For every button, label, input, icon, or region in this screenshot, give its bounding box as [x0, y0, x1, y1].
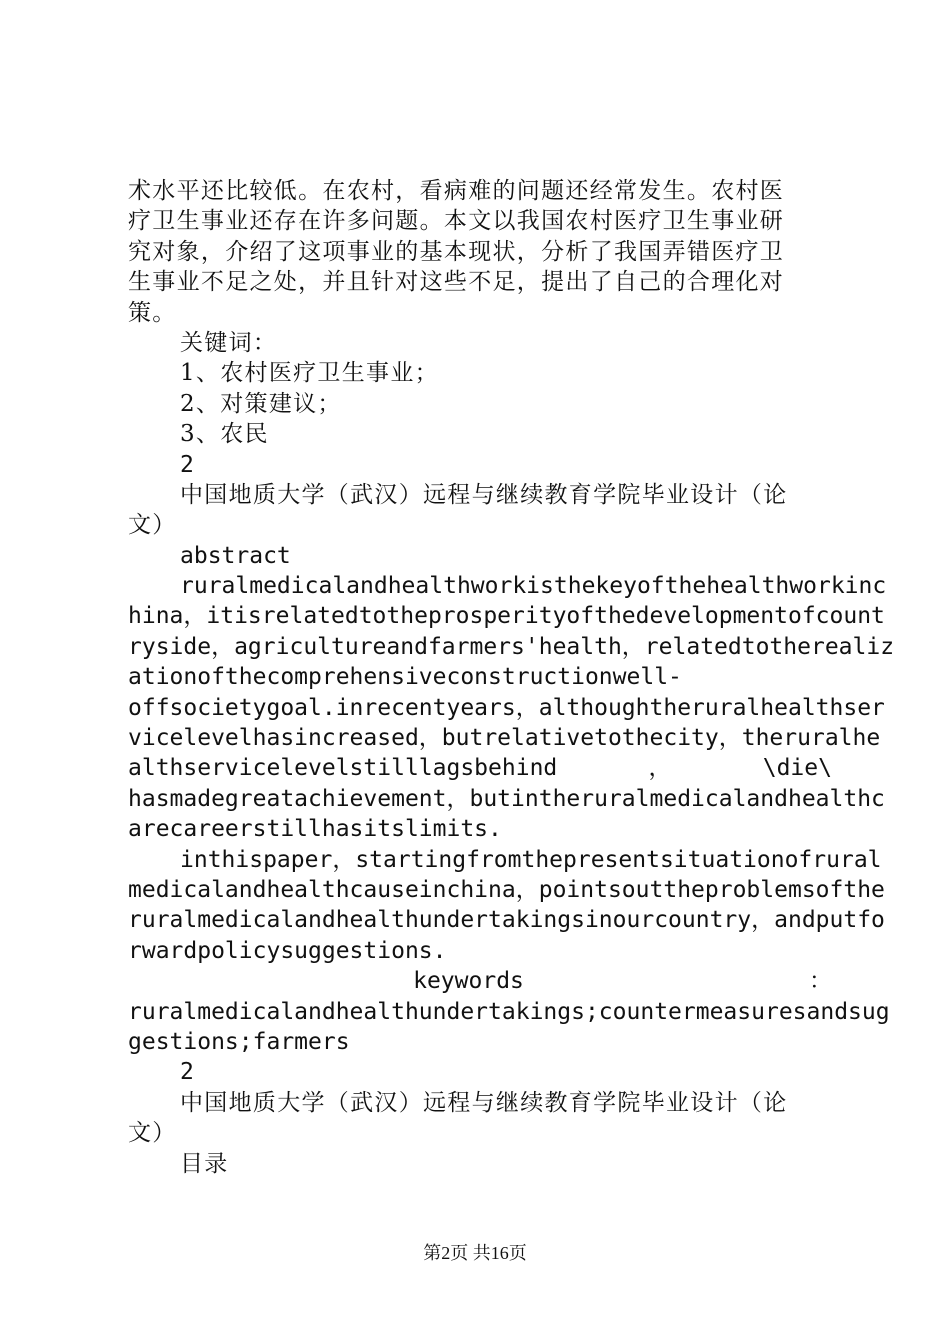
- text-line: 3、农民: [180, 421, 269, 448]
- text-line: abstract: [180, 542, 291, 569]
- text-line: gestions;farmers: [128, 1028, 350, 1055]
- text-line: [128, 966, 832, 996]
- text-line: 2、对策建议；: [180, 390, 342, 417]
- text-line: vicelevelhasincreased，butrelativetothecity，theruralhe: [128, 725, 881, 752]
- text-line: 疗卫生事业还存在许多问题。本文以我国农村医疗卫生事业研: [128, 208, 785, 235]
- text-line-segment: keywords: [413, 968, 524, 995]
- text-line: inthispaper，startingfromthepresentsituationofrural: [180, 846, 882, 873]
- text-line: hasmadegreatachievement，butintheruralmedicalandhealthc: [128, 785, 885, 812]
- text-line: ryside，agricultureandfarmers'health，relatedtotherealiz: [128, 633, 895, 660]
- text-line: 文）: [128, 1120, 177, 1147]
- text-line: 术水平还比较低。在农村，看病难的问题还经常发生。农村医: [128, 178, 785, 204]
- text-line: arecareerstillhasitslimits.: [128, 816, 502, 843]
- text-line: 1、农村医疗卫生事业；: [180, 360, 439, 387]
- text-line: 中国地质大学（武汉）远程与继续教育学院毕业设计（论: [180, 1089, 788, 1116]
- page-footer: 第2页 共16页: [423, 1243, 527, 1263]
- text-line: 2: [180, 451, 194, 478]
- text-line: 中国地质大学（武汉）远程与继续教育学院毕业设计（论: [180, 481, 788, 508]
- text-line-segment: \die\: [762, 755, 832, 782]
- text-line: ruralmedicalandhealthworkisthekeyofthehealthworkinc: [180, 573, 887, 600]
- text-line: 关键词：: [180, 329, 278, 356]
- text-line: 文）: [128, 512, 177, 539]
- text-line: [128, 753, 832, 783]
- text-line-segment: ：: [809, 968, 832, 995]
- text-line: ruralmedicalandhealthundertakingsinourcountry，andputfo: [128, 907, 885, 934]
- text-line: medicalandhealthcauseinchina，pointsouttheproblemsofthe: [128, 876, 885, 903]
- text-line: offsocietygoal.inrecentyears，althoughtheruralhealthser: [128, 694, 885, 721]
- text-line: 策。: [128, 299, 177, 326]
- text-line-segment: ，: [648, 755, 672, 782]
- text-line: 究对象，介绍了这项事业的基本现状，分析了我国弄错医疗卫: [128, 238, 785, 265]
- document-body: [128, 176, 895, 1179]
- text-line: rwardpolicysuggestions.: [128, 937, 447, 964]
- text-line: ationofthecomprehensiveconstructionwell-: [128, 664, 682, 691]
- text-line-segment: althservicelevelstilllagsbehind: [128, 755, 558, 782]
- text-line: hina，itisrelatedtotheprosperityofthedevelopmentofcount: [128, 603, 885, 630]
- text-line: 2: [180, 1059, 194, 1086]
- text-line: 目录: [180, 1150, 229, 1177]
- text-line: ruralmedicalandhealthundertakings;countermeasuresandsug: [128, 998, 890, 1025]
- text-line: 生事业不足之处，并且针对这些不足，提出了自己的合理化对: [128, 269, 785, 296]
